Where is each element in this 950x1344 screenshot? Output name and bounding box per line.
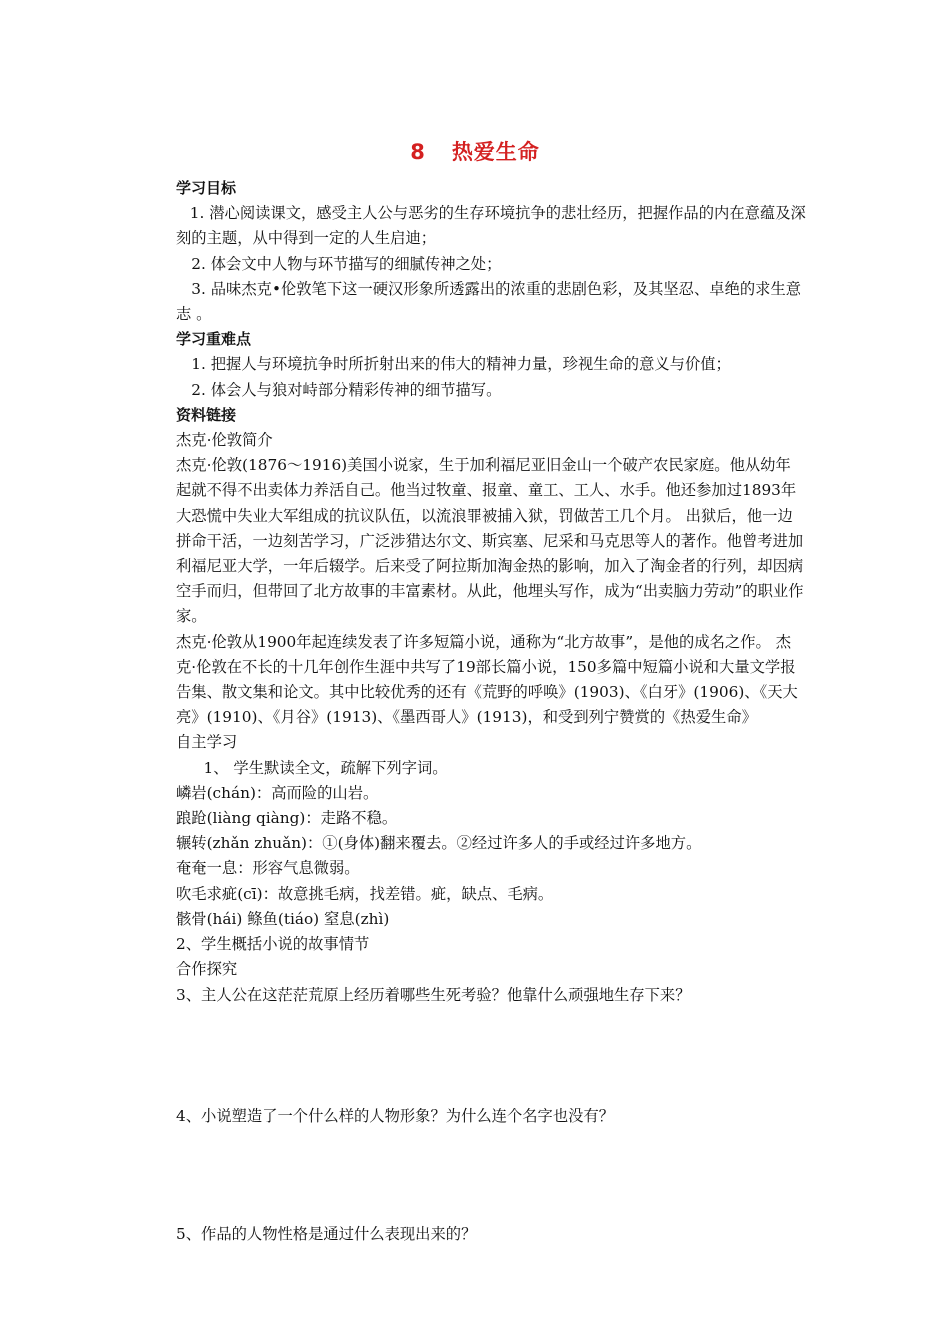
key-point-item: 2. 体会人与狼对峙部分精彩传神的细节描写。 <box>191 380 502 399</box>
key-point-item: 1. 把握人与环境抗争时所折射出来的伟大的精神力量，珍视生命的意义与价值； <box>191 355 731 374</box>
author-paragraph: 杰克·伦敦从1900年起连续发表了许多短篇小说，通称为“北方故事”，是他的成名之作。 杰克·伦敦在不长的十几年创作生涯中共写了19部长篇小说，150多篇中短篇小说和大量文学报告集、散文集和论文。其中比较优秀的还有《荒野的呼唤》(1903)、《白牙》(1906)、《天大亮》(1910)、《月谷》(1913)、《墨西哥人》(1913)，和受到列宁赞赏的《热爱生命》 <box>176 632 798 727</box>
lesson-number: 8 <box>410 140 426 164</box>
key-points-heading: 学习重难点 <box>176 330 252 349</box>
lesson-title: 热爱生命 <box>451 140 540 164</box>
author-intro-title: 杰克·伦敦简介 <box>176 431 273 450</box>
document-body <box>176 176 806 1247</box>
page-title <box>0 136 950 166</box>
author-paragraph: 杰克·伦敦(1876～1916)美国小说家，生于加利福尼亚旧金山一个破产农民家庭。他从幼年起就不得不出卖体力养活自己。他当过牧童、报童、童工、工人、水手。他还参加过1893年大恐慌中失业大军组成的抗议队伍，以流浪罪被捕入狱，罚做苦工几个月。 出狱后，他一边拼命干活，一边刻苦学习，广泛涉猎达尔文、斯宾塞、尼采和马克思等人的著作。他曾考进加利福尼亚大学，一年后辍学。后来受了阿拉斯加淘金热的影响，加入了淘金者的行列，却因病空手而归，但带回了北方故事的丰富素材。从此，他埋头写作，成为“出卖脑力劳动”的职业作家。 <box>176 456 804 626</box>
answer-space <box>176 1069 806 1104</box>
goal-item: 1. 潜心阅读课文，感受主人公与恶劣的生存环境抗争的悲壮经历，把握作品的内在意蕴及深刻的主题，从中得到一定的人生启迪； <box>176 204 806 248</box>
self-study-heading: 自主学习 <box>176 733 238 752</box>
goals-heading: 学习目标 <box>176 179 237 197</box>
resources-heading: 资料链接 <box>176 405 237 424</box>
vocab-item: 踉跄(liàng qiàng)：走路不稳。 <box>176 809 398 828</box>
coop-heading: 合作探究 <box>176 960 238 979</box>
vocab-item: 嶙岩(chán)：高而险的山岩。 <box>176 783 379 802</box>
answer-space <box>176 1129 806 1190</box>
task-item: 2、学生概括小说的故事情节 <box>176 935 370 954</box>
answer-space <box>176 1190 806 1222</box>
task-item: 1、 学生默读全文，疏解下列字词。 <box>203 758 448 777</box>
question-item: 5、作品的人物性格是通过什么表现出来的？ <box>176 1224 477 1243</box>
vocab-item: 奄奄一息：形容气息微弱。 <box>176 859 360 878</box>
question-item: 4、小说塑造了一个什么样的人物形象？为什么连个名字也没有？ <box>176 1106 615 1125</box>
goal-item: 3. 品味杰克•伦敦笔下这一硬汉形象所透露出的浓重的悲剧色彩，及其坚忍、卓绝的求生意志 。 <box>176 279 802 324</box>
answer-space <box>176 1008 806 1069</box>
question-item: 3、主人公在这茫茫荒原上经历着哪些生死考验？他靠什么顽强地生存下来？ <box>176 985 691 1004</box>
vocab-item: 吹毛求疵(cī)：故意挑毛病，找差错。疵，缺点、毛病。 <box>176 884 554 903</box>
goal-item: 2. 体会文中人物与环节描写的细腻传神之处； <box>191 254 502 273</box>
vocab-item: 骸骨(hái) 鲦鱼(tiáo) 窒息(zhì) <box>176 909 390 928</box>
vocab-item: 辗转(zhǎn zhuǎn)：①(身体)翻来覆去。②经过许多人的手或经过许多地方。 <box>176 834 702 853</box>
